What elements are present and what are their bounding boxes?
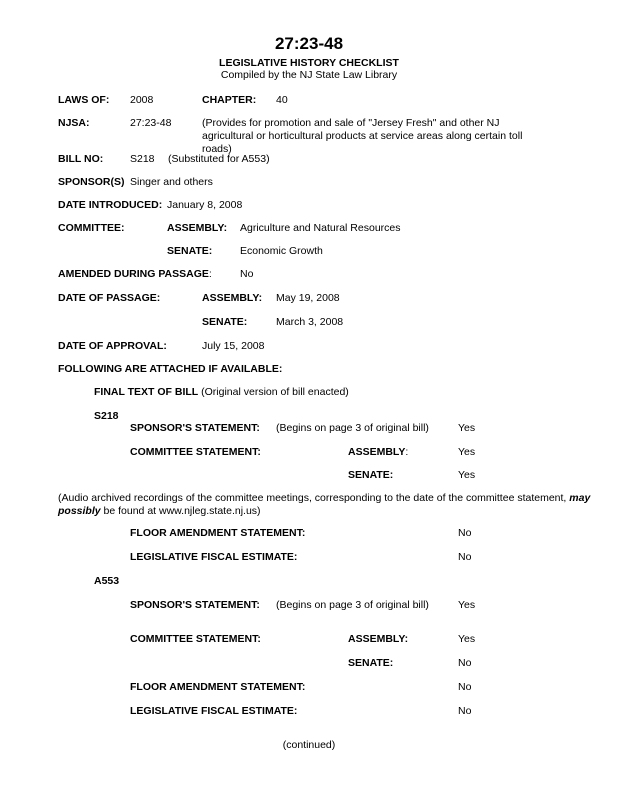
s218-heading: S218 xyxy=(94,410,119,422)
a553-assembly-value: Yes xyxy=(458,633,476,645)
njsa-description: (Provides for promotion and sale of "Jersey Fresh" and other NJ agricultural or horticultural products at service areas along certain toll roads) xyxy=(202,117,523,155)
date-of-approval-value: July 15, 2008 xyxy=(202,340,265,352)
amended-label-row xyxy=(58,268,212,281)
passage-assembly-label: ASSEMBLY: xyxy=(202,292,263,304)
a553-fiscal-value: No xyxy=(458,705,472,717)
s218-floor-label: FLOOR AMENDMENT STATEMENT: xyxy=(130,527,306,539)
a553-fiscal-label: LEGISLATIVE FISCAL ESTIMATE: xyxy=(130,705,298,717)
sponsors-value: Singer and others xyxy=(130,176,213,188)
amended-colon: : xyxy=(208,268,212,280)
a553-floor-label: FLOOR AMENDMENT STATEMENT: xyxy=(130,681,306,693)
njsa-label: NJSA: xyxy=(58,117,90,129)
audio-note-part1: (Audio archived recordings of the committee meetings, corresponding to the date of the committee statement, xyxy=(58,492,570,504)
date-of-passage-label: DATE OF PASSAGE: xyxy=(58,292,161,304)
s218-fiscal-value: No xyxy=(458,551,472,563)
s218-committee-label: COMMITTEE STATEMENT: xyxy=(130,446,261,458)
attached-heading: FOLLOWING ARE ATTACHED IF AVAILABLE: xyxy=(58,363,283,375)
a553-floor-value: No xyxy=(458,681,472,693)
final-text-note: (Original version of bill enacted) xyxy=(201,386,349,398)
committee-assembly-label: ASSEMBLY: xyxy=(167,222,228,234)
s218-senate-value: Yes xyxy=(458,469,476,481)
passage-senate-label: SENATE: xyxy=(202,316,248,328)
s218-sponsor-label: SPONSOR'S STATEMENT: xyxy=(130,422,260,434)
s218-assembly-row xyxy=(348,446,408,459)
chapter-label: CHAPTER: xyxy=(202,94,257,106)
s218-assembly-colon: : xyxy=(405,446,409,458)
committee-senate-value: Economic Growth xyxy=(240,245,323,257)
committee-label: COMMITTEE: xyxy=(58,222,125,234)
bill-no-note: (Substituted for A553) xyxy=(168,153,270,165)
amended-label: AMENDED DURING PASSAGE xyxy=(58,268,209,280)
a553-sponsor-value: Yes xyxy=(458,599,476,611)
a553-sponsor-note: (Begins on page 3 of original bill) xyxy=(276,599,429,611)
a553-sponsor-label: SPONSOR'S STATEMENT: xyxy=(130,599,260,611)
a553-heading: A553 xyxy=(94,575,120,587)
committee-assembly-value: Agriculture and Natural Resources xyxy=(240,222,401,234)
audio-note-part2: be found at www.njleg.state.nj.us) xyxy=(100,505,261,517)
sponsors-label: SPONSOR(S) xyxy=(58,176,125,188)
a553-assembly-label: ASSEMBLY: xyxy=(348,633,409,645)
continued-footer: (continued) xyxy=(282,739,336,751)
compiled-by: Compiled by the NJ State Law Library xyxy=(220,69,398,81)
bill-no-label: BILL NO: xyxy=(58,153,104,165)
laws-of-value: 2008 xyxy=(130,94,154,106)
s218-sponsor-note: (Begins on page 3 of original bill) xyxy=(276,422,429,434)
s218-senate-label: SENATE: xyxy=(348,469,394,481)
passage-assembly-value: May 19, 2008 xyxy=(276,292,340,304)
s218-assembly-label: ASSEMBLY xyxy=(348,446,406,458)
checklist-title: LEGISLATIVE HISTORY CHECKLIST xyxy=(219,57,399,69)
statute-title: 27:23-48 xyxy=(274,34,344,53)
bill-no-value: S218 xyxy=(130,153,155,165)
final-text-label: FINAL TEXT OF BILL xyxy=(94,386,199,398)
date-introduced-value: January 8, 2008 xyxy=(167,199,243,211)
s218-fiscal-label: LEGISLATIVE FISCAL ESTIMATE: xyxy=(130,551,298,563)
s218-assembly-value: Yes xyxy=(458,446,476,458)
s218-floor-value: No xyxy=(458,527,472,539)
date-of-approval-label: DATE OF APPROVAL: xyxy=(58,340,167,352)
a553-committee-label: COMMITTEE STATEMENT: xyxy=(130,633,261,645)
chapter-value: 40 xyxy=(276,94,288,106)
laws-of-label: LAWS OF: xyxy=(58,94,110,106)
a553-senate-label: SENATE: xyxy=(348,657,394,669)
audio-note-emphasis: may possibly xyxy=(58,492,591,517)
njsa-value: 27:23-48 xyxy=(130,117,172,129)
audio-note xyxy=(58,492,603,518)
passage-senate-value: March 3, 2008 xyxy=(276,316,344,328)
s218-sponsor-value: Yes xyxy=(458,422,476,434)
committee-senate-label: SENATE: xyxy=(167,245,213,257)
a553-senate-value: No xyxy=(458,657,472,669)
date-introduced-label: DATE INTRODUCED: xyxy=(58,199,163,211)
amended-value: No xyxy=(240,268,254,280)
final-text-row xyxy=(94,386,349,399)
